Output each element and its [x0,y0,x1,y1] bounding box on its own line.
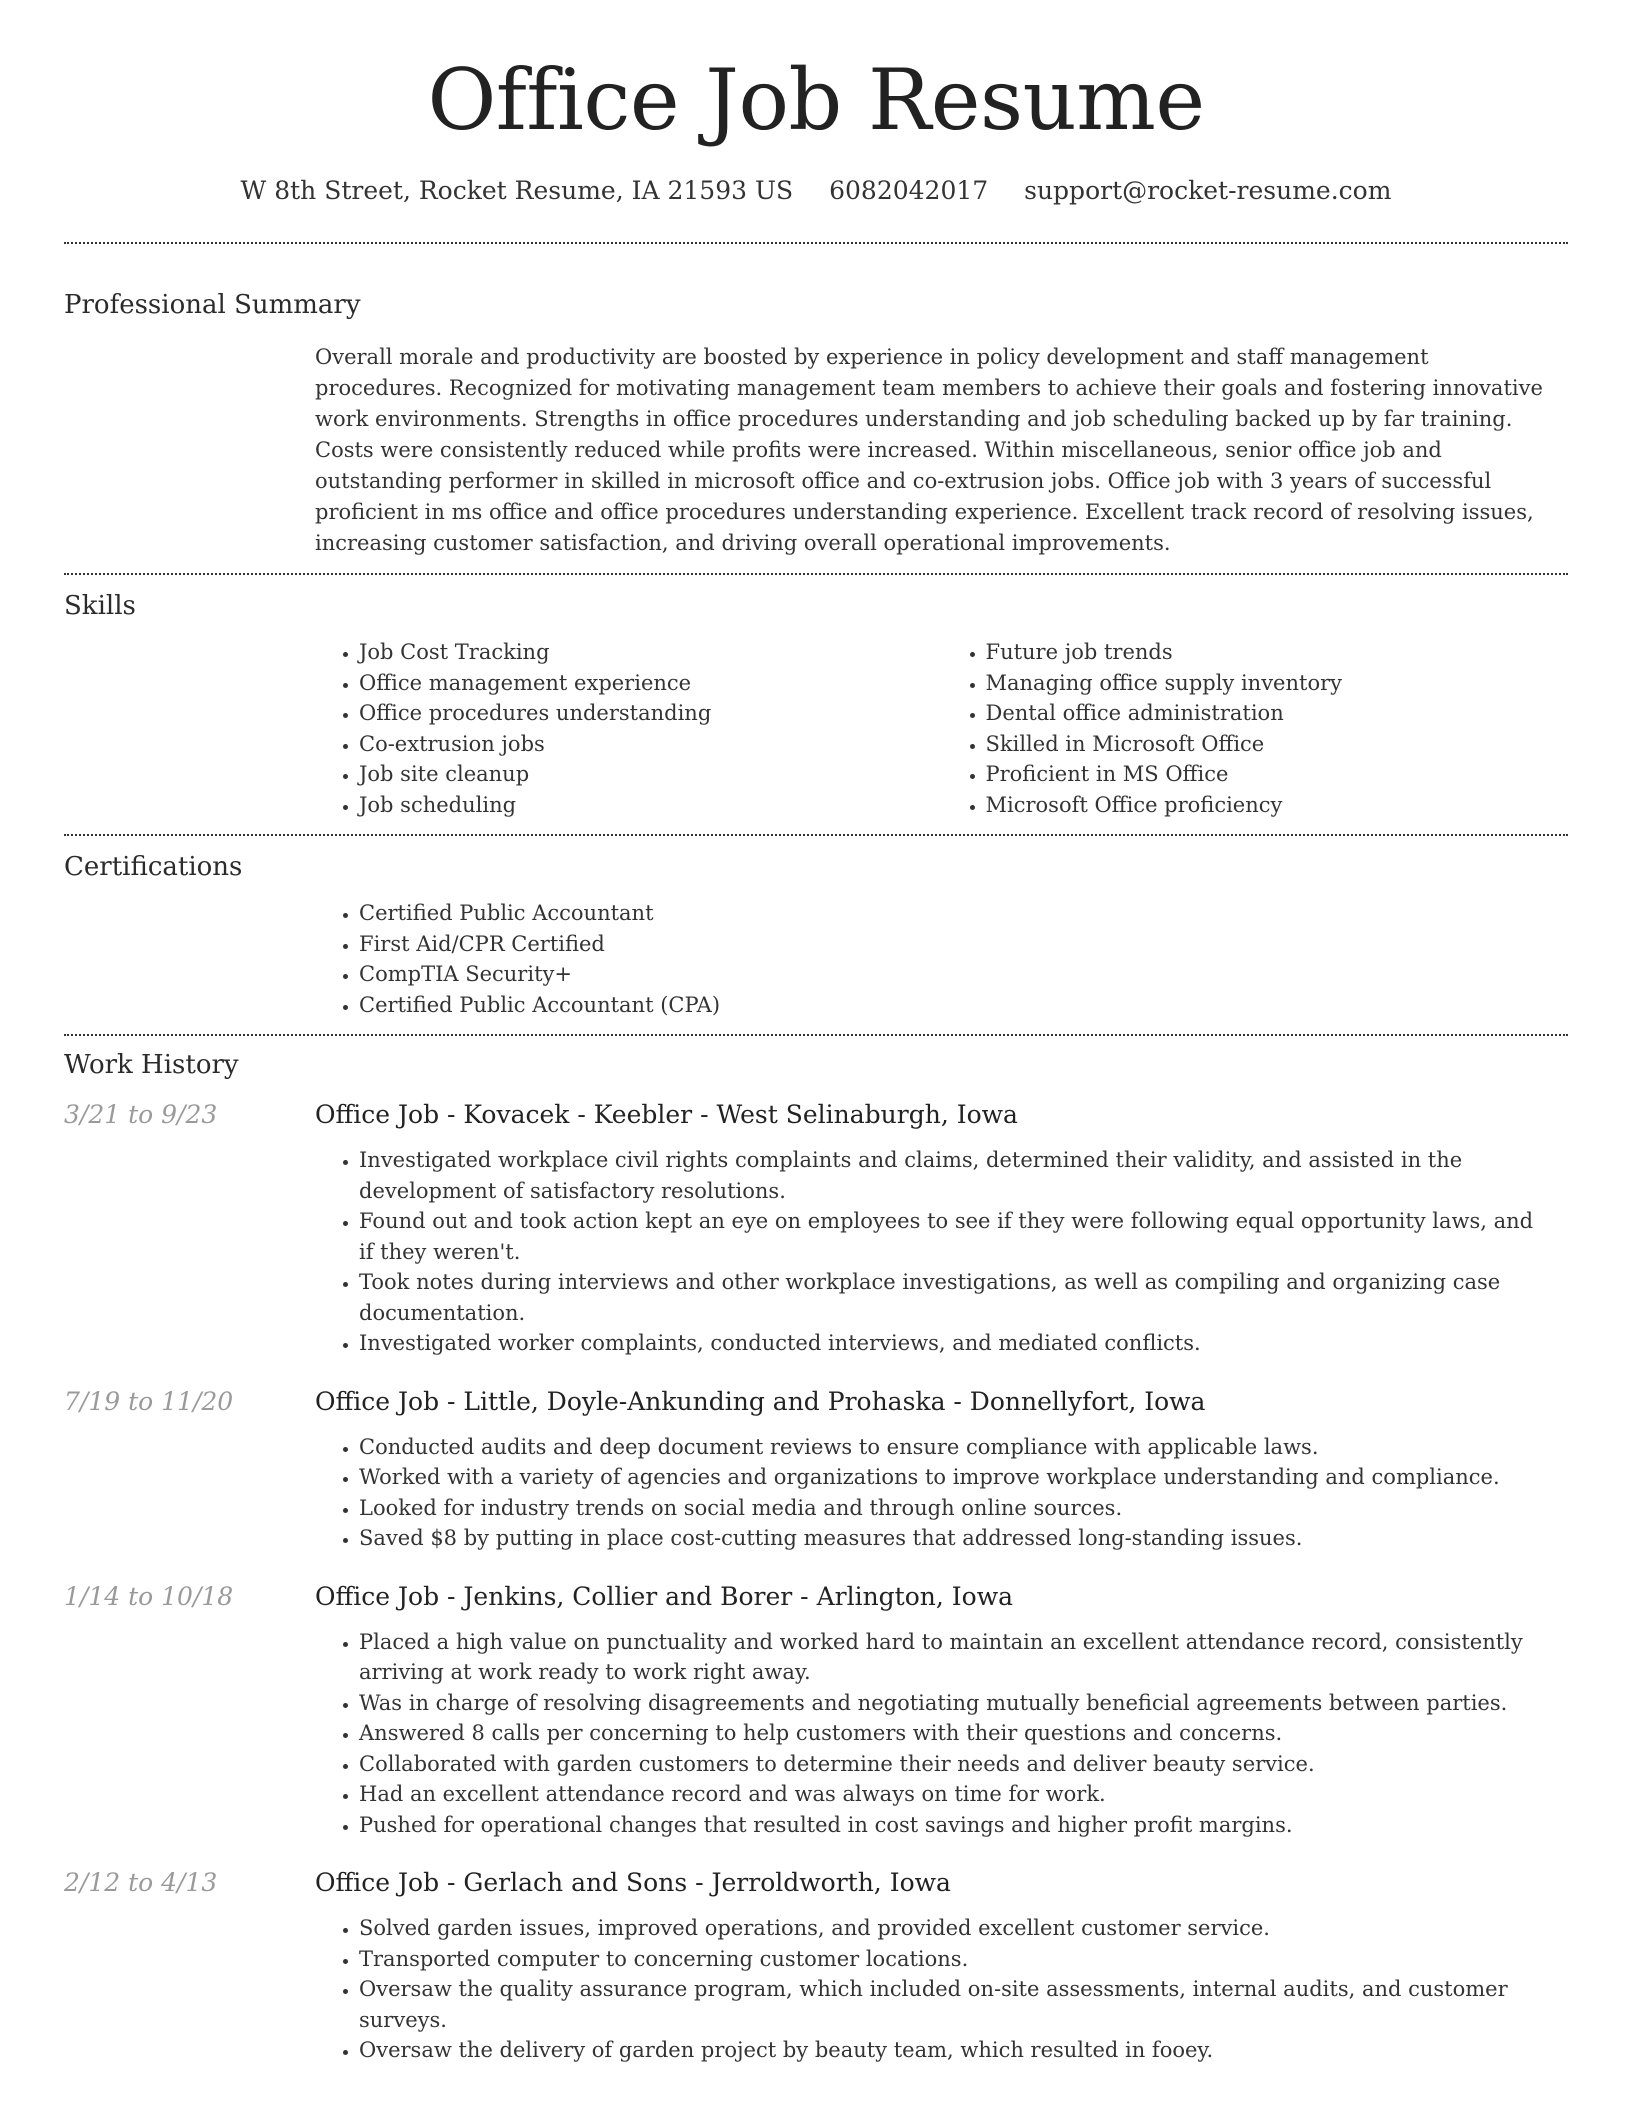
contact-phone: 6082042017 [829,176,989,205]
work-history-heading: Work History [64,1050,239,1080]
job-bullet: • Investigated worker complaints, conducted interviews, and mediated conflicts. [359,1328,1544,1359]
job-dates: 7/19 to 11/20 [64,1386,234,1416]
certifications-section [64,850,1568,1020]
summary-text: Overall morale and productivity are boosted by experience in policy development and staff management procedures. Recognized for motivating management team members to achieve their goals and fostering innovative work environments. Strengths in office procedures understanding and job scheduling backed up by far training. Costs were consistently reduced while profits were increased. Within miscellaneous, senior office job and outstanding performer in skilled in microsoft office and co-extrusion jobs. Office job with 3 years of successful proficient in ms office and office procedures understanding experience. Excellent track record of resolving issues, increasing customer satisfaction, and driving overall operational improvements. [315,345,1543,555]
section-divider [64,1034,1568,1036]
job-title: Office Job - Jenkins, Collier and Borer - Arlington, Iowa [315,1581,1013,1611]
certification-item: • CompTIA Security+ [359,959,1568,990]
job-bullet: • Worked with a variety of agencies and organizations to improve workplace understanding and compliance. [359,1462,1544,1493]
header-divider [64,242,1568,244]
job-entry [64,1098,1568,1359]
section-divider [64,573,1568,575]
job-bullets [315,1913,1544,2066]
skill-item: • Co-extrusion jobs [359,729,942,760]
job-bullets [315,1432,1544,1554]
skill-item: • Dental office administration [986,698,1569,729]
certifications-list [315,898,1568,1020]
skill-item: • Future job trends [986,637,1569,668]
job-dates: 1/14 to 10/18 [64,1581,234,1611]
summary-heading: Professional Summary [64,290,361,320]
contact-line [64,174,1568,208]
job-body [315,1385,1568,1554]
job-bullet: • Oversaw the quality assurance program, which included on-site assessments, internal audits, and customer surveys. [359,1974,1544,2035]
skill-item: • Job Cost Tracking [359,637,942,668]
work-history-section [64,1048,1568,2066]
skill-item: • Job site cleanup [359,759,942,790]
certifications-heading: Certifications [64,852,243,882]
skill-item: • Microsoft Office proficiency [986,790,1569,821]
certification-item: • Certified Public Accountant (CPA) [359,990,1568,1021]
job-bullet: • Solved garden issues, improved operations, and provided excellent customer service. [359,1913,1544,1944]
job-entry [64,1866,1568,2066]
job-dates: 2/12 to 4/13 [64,1868,218,1897]
section-divider [64,834,1568,836]
job-bullet: • Had an excellent attendance record and was always on time for work. [359,1779,1544,1810]
job-bullet: • Placed a high value on punctuality and worked hard to maintain an excellent attendance record, consistently arriving at work ready to work right away. [359,1627,1544,1688]
skills-list-right [942,637,1569,820]
job-bullet: • Pushed for operational changes that resulted in cost savings and higher profit margins. [359,1810,1544,1841]
job-bullet: • Collaborated with garden customers to determine their needs and deliver beauty service. [359,1749,1544,1780]
job-bullet: • Found out and took action kept an eye on employees to see if they were following equal opportunity laws, and if they weren't. [359,1206,1544,1267]
skill-item: • Office management experience [359,668,942,699]
skill-item: • Proficient in MS Office [986,759,1569,790]
summary-section [64,288,1568,559]
page-title: Office Job Resume [427,51,1205,149]
job-bullet: • Looked for industry trends on social media and through online sources. [359,1493,1544,1524]
job-bullets [315,1627,1544,1841]
job-entry [64,1580,1568,1841]
job-body [315,1866,1568,2066]
job-body [315,1098,1568,1359]
skill-item: • Managing office supply inventory [986,668,1569,699]
job-bullet: • Saved $8 by putting in place cost-cutting measures that addressed long-standing issues. [359,1523,1544,1554]
job-bullet: • Transported computer to concerning customer locations. [359,1944,1544,1975]
job-bullet: • Took notes during interviews and other workplace investigations, as well as compiling and organizing case documentation. [359,1267,1544,1328]
skills-grid [315,637,1568,820]
job-entry [64,1385,1568,1554]
skill-item: • Office procedures understanding [359,698,942,729]
job-dates: 3/21 to 9/23 [64,1100,218,1129]
job-bullet: • Oversaw the delivery of garden project by beauty team, which resulted in fooey. [359,2035,1544,2066]
skills-list-left [315,637,942,820]
certification-item: • First Aid/CPR Certified [359,929,1568,960]
certification-item: • Certified Public Accountant [359,898,1568,929]
job-bullets [315,1145,1544,1359]
job-title: Office Job - Kovacek - Keebler - West Selinaburgh, Iowa [315,1100,1018,1129]
job-bullet: • Investigated workplace civil rights complaints and claims, determined their validity, and assisted in the development of satisfactory resolutions. [359,1145,1544,1206]
skills-section [64,589,1568,820]
skill-item: • Job scheduling [359,790,942,821]
job-bullet: • Answered 8 calls per concerning to help customers with their questions and concerns. [359,1718,1544,1749]
contact-email: support@rocket-resume.com [1024,176,1392,205]
job-title: Office Job - Gerlach and Sons - Jerroldworth, Iowa [315,1868,951,1897]
skills-heading: Skills [64,591,136,621]
job-bullet: • Was in charge of resolving disagreements and negotiating mutually beneficial agreements between parties. [359,1688,1544,1719]
job-bullet: • Conducted audits and deep document reviews to ensure compliance with applicable laws. [359,1432,1544,1463]
job-title: Office Job - Little, Doyle-Ankunding and Prohaska - Donnellyfort, Iowa [315,1386,1206,1416]
job-list [64,1098,1568,2066]
skill-item: • Skilled in Microsoft Office [986,729,1569,760]
job-body [315,1580,1568,1841]
contact-address: W 8th Street, Rocket Resume, IA 21593 US [240,176,794,205]
